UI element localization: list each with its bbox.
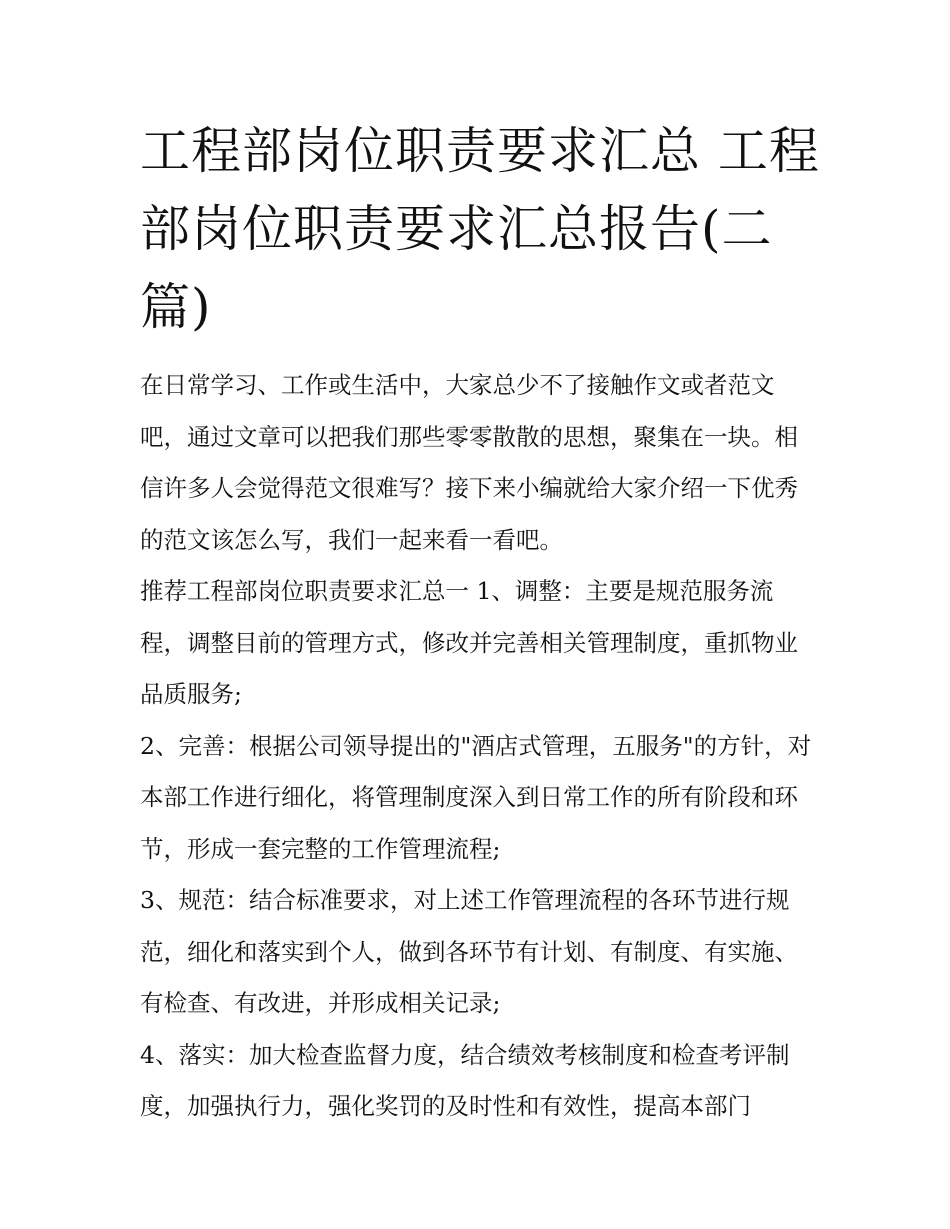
paragraph-item-2: 2、完善：根据公司领导提出的"酒店式管理，五服务"的方针，对本部工作进行细化，将管理制度深入到日常工作的所有阶段和环节，形成一套完整的工作管理流程; — [140, 731, 812, 863]
paragraph-intro: 在日常学习、工作或生活中，大家总少不了接触作文或者范文吧，通过文章可以把我们那些零零散散的思想，聚集在一块。相信许多人会觉得范文很难写？接下来小编就给大家介绍一下优秀的范文该怎么写，我们一起来看一看吧。 — [140, 371, 798, 554]
paragraph-item-4: 4、落实：加大检查监督力度，结合绩效考核制度和检查考评制度，加强执行力，强化奖罚的及时性和有效性，提高本部门 — [140, 1040, 790, 1120]
paragraph-item-3: 3、规范：结合标准要求，对上述工作管理流程的各环节进行规范，细化和落实到个人，做到各环节有计划、有制度、有实施、有检查、有改进，并形成相关记录; — [140, 886, 798, 1017]
paragraph-item-1: 推荐工程部岗位职责要求汇总一 1、调整：主要是规范服务流程，调整目前的管理方式，修改并完善相关管理制度，重抓物业品质服务; — [140, 577, 798, 708]
document-page — [140, 112, 820, 1133]
document-title: 工程部岗位职责要求汇总 工程部岗位职责要求汇总报告(二篇) — [140, 122, 820, 336]
